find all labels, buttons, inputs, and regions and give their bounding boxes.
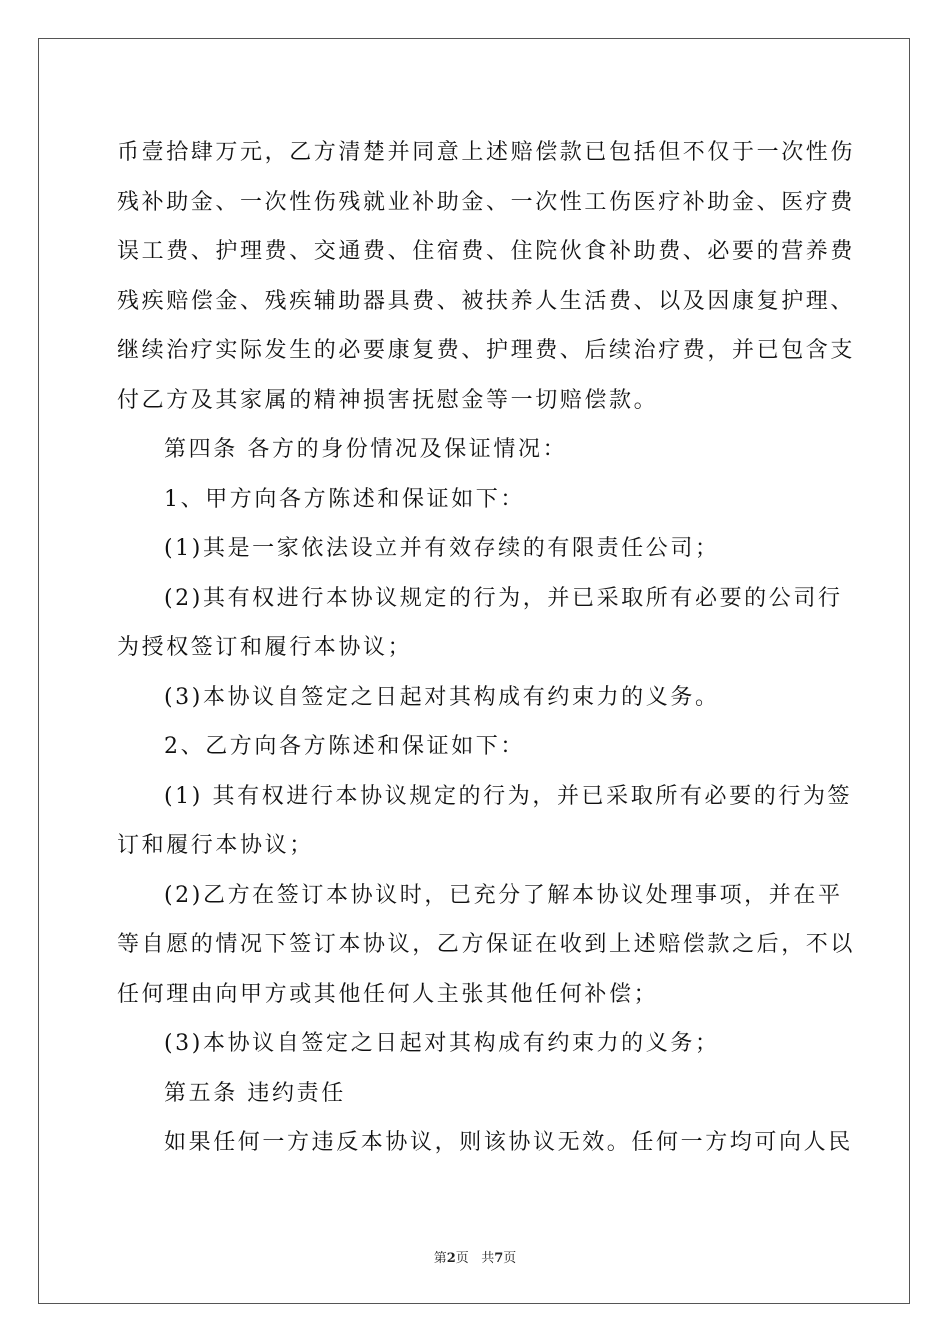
page-label-prefix: 第 — [433, 1251, 447, 1266]
text-line: 币壹拾肆万元，乙方清楚并同意上述赔偿款已包括但不仅于一次性伤 — [117, 140, 856, 165]
text-line: 误工费、护理费、交通费、住宿费、住院伙食补助费、必要的营养费 — [117, 239, 856, 264]
total-label-suffix: 页 — [503, 1251, 517, 1266]
text-line: 为授权签订和履行本协议； — [117, 635, 413, 660]
text-line: (1) 其有权进行本协议规定的行为，并已采取所有必要的行为签 — [164, 783, 853, 809]
text-line: 残补助金、一次性伤残就业补助金、一次性工伤医疗补助金、医疗费 — [117, 189, 856, 215]
page-footer — [0, 1247, 950, 1266]
text-line: (2)其有权进行本协议规定的行为，并已采取所有必要的公司行 — [164, 585, 843, 611]
article-heading: 第五条 违约责任 — [164, 1080, 346, 1106]
text-line: (1)其是一家依法设立并有效存续的有限责任公司； — [164, 536, 720, 561]
text-line: 1、甲方向各方陈述和保证如下： — [164, 486, 525, 512]
text-line: 任何理由向甲方或其他任何人主张其他任何补偿； — [117, 981, 659, 1007]
total-label-prefix: 共 — [481, 1251, 495, 1266]
document-body — [117, 128, 856, 1168]
text-line: 残疾赔偿金、残疾辅助器具费、被扶养人生活费、以及因康复护理、 — [117, 288, 856, 314]
page-number: 2 — [446, 1251, 456, 1266]
text-line: (2)乙方在签订本协议时，已充分了解本协议处理事项，并在平 — [164, 882, 843, 908]
text-line: 继续治疗实际发生的必要康复费、护理费、后续治疗费，并已包含支 — [117, 338, 856, 363]
text-line: 2、乙方向各方陈述和保证如下： — [164, 734, 525, 759]
article-heading: 第四条 各方的身份情况及保证情况： — [164, 437, 568, 462]
text-line: 如果任何一方违反本协议，则该协议无效。任何一方均可向人民 — [164, 1130, 853, 1155]
page-label-suffix: 页 — [455, 1251, 469, 1266]
total-pages: 7 — [494, 1251, 504, 1266]
text-line: 付乙方及其家属的精神损害抚慰金等一切赔偿款。 — [117, 387, 659, 413]
text-line: 等自愿的情况下签订本协议，乙方保证在收到上述赔偿款之后，不以 — [117, 932, 856, 957]
text-line: (3)本协议自签定之日起对其构成有约束力的义务。 — [164, 684, 720, 710]
text-line: 订和履行本协议； — [117, 833, 314, 858]
text-line: (3)本协议自签定之日起对其构成有约束力的义务； — [164, 1031, 720, 1056]
